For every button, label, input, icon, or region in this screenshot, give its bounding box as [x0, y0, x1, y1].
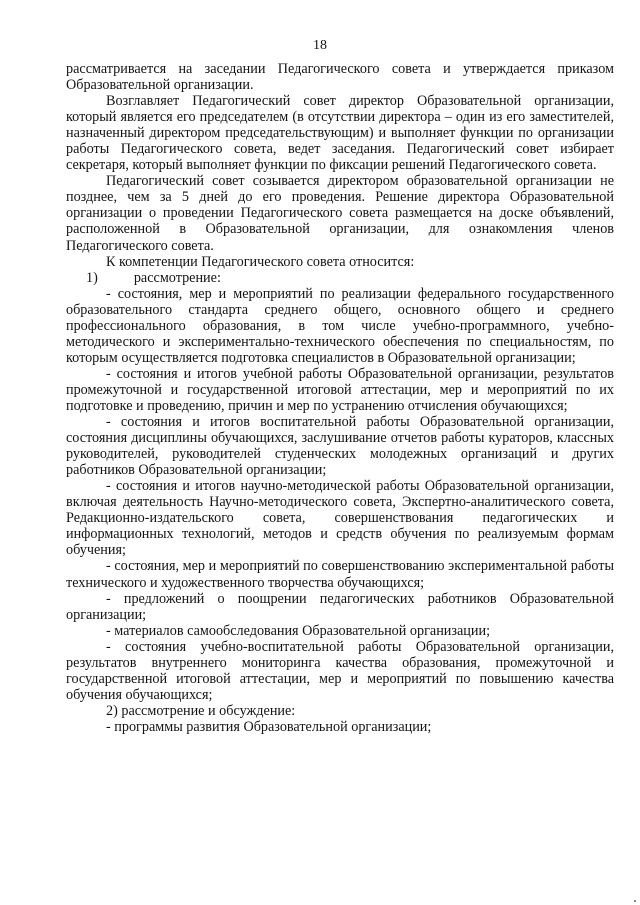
bullet-incentives: - предложений о поощрении педагогических работников Образовательной организации; — [66, 590, 614, 623]
bullet-development-program: - программы развития Образовательной организации; — [106, 718, 432, 735]
bullet-methodical-work: - состояния и итогов научно-методической работы Образовательной организации, включая деятельность Научно-методического совета, Экспертно-аналитического совета, Редакционно-издательского совета, совершенствования педагогических и информационных технологий, методов и средств обучения по реализуемым формам обучения; — [66, 478, 614, 559]
page-number: 18 — [313, 38, 327, 53]
list-item-discussion: 2) рассмотрение и обсуждение: — [106, 702, 296, 719]
paragraph-continuation: рассматривается на заседании Педагогического совета и утверждается приказом Образовательной организации. — [66, 61, 614, 94]
list-item-number: 1) — [86, 269, 98, 286]
bullet-academic-work: - состояния и итогов учебной работы Образовательной организации, результатов промежуточной и государственной итоговой аттестации, мер и мероприятий по их подготовке и проведению, причин и мер по устранению отчисления обучающихся; — [66, 365, 614, 414]
document-body — [66, 61, 614, 735]
list-item-review — [66, 270, 614, 286]
bullet-educational-work: - состояния и итогов воспитательной работы Образовательной организации, состояния дисциплины обучающихся, заслушивание отчетов работы кураторов, классных руководителей, руководителей студенческих молодежных организаций и других работников Образовательной организации; — [66, 414, 614, 479]
paragraph-convening: Педагогический совет созывается директором образовательной организации не позднее, чем за 5 дней до его проведения. Решение директора Образовательной организации о проведении Педагогического совета размещается на доске объявлений, расположенной в Образовательной организации, для ознакомления членов Педагогического совета. — [66, 173, 614, 254]
paragraph-chairman: Возглавляет Педагогический совет директор Образовательной организации, который является его председателем (в отсутствии директора – один из его заместителей, назначенный директором председательствующим) и выполняет функции по организации работы Педагогического совета, ведет заседания. Педагогический совет избирает секретаря, который выполняет функции по фиксации решений Педагогического совета. — [66, 93, 614, 174]
bullet-monitoring: - состояния учебно-воспитательной работы Образовательной организации, результатов внутреннего мониторинга качества образования, промежуточной и государственной итоговой аттестации, мер и мероприятий по повышению качества обучения обучающихся; — [66, 638, 614, 703]
bullet-self-assessment: - материалов самообследования Образовательной организации; — [106, 622, 491, 639]
scan-mark — [634, 900, 636, 902]
list-item-label: рассмотрение: — [133, 269, 221, 286]
bullet-fgos: - состояния, мер и мероприятий по реализации федерального государственного образовательного стандарта среднего общего, основного общего и среднего профессионального образования, в том числе учебно-программного, учебно-методического и экспериментально-технического обеспечения по специальностям, по которым осуществляется подготовка специалистов в Образовательной организации; — [66, 285, 614, 366]
bullet-experimental-work: - состояния, мер и мероприятий по совершенствованию экспериментальной работы технического и художественного творчества обучающихся; — [66, 558, 614, 591]
paragraph-competence-intro: К компетенции Педагогического совета относится: — [106, 253, 415, 270]
